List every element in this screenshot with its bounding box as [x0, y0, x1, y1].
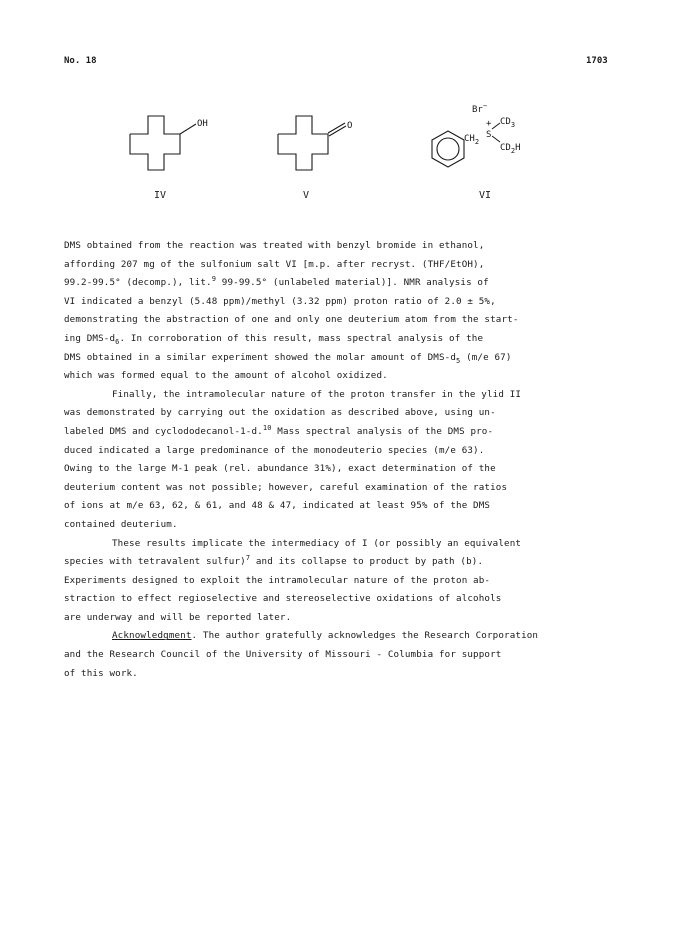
p3-line: These results implicate the intermediacy of I (or possibly an equivalent: [112, 537, 522, 549]
methylene-group: $CH_2$: [464, 134, 480, 146]
p3-line: Experiments designed to exploit the intramolecular nature of the proton ab-: [64, 574, 491, 586]
trideuteriomethyl-group: $CD_3$: [500, 117, 516, 129]
ring-skeleton: [130, 116, 180, 170]
carbonyl-oxygen: O: [347, 121, 353, 131]
p2-line: of ions at m/e 63, 62, & 61, and 48 & 47, indicated at least 95% of the DMS: [64, 500, 491, 512]
structure-iv-cyclododecanol: [120, 104, 230, 179]
p1-line: DMS obtained in a similar experiment showed the molar amount of DMS-$d_5$ (m/e 67): [64, 351, 512, 365]
structure-vi-sulfonium-salt: [412, 96, 572, 176]
s-cd3-bond: [492, 123, 500, 129]
p2-line: Finally, the intramolecular nature of the proton transfer in the ylid II: [112, 388, 522, 400]
structure-iv-label: IV: [154, 190, 167, 201]
hydroxyl-bond: [180, 124, 196, 134]
hydroxyl-group: OH: [197, 119, 208, 129]
article-body: [64, 237, 634, 683]
ack-line: of this work.: [64, 667, 138, 679]
journal-issue-number: No. 18: [64, 56, 97, 66]
sulfur-atom: S: [486, 130, 492, 140]
p2-line: labeled DMS and cyclododecanol-1-d.$^{10}$ Mass spectral analysis of the DMS pro-: [64, 423, 494, 437]
reference-superscript: 10: [262, 423, 272, 432]
structure-v-cyclododecanone: [268, 104, 378, 179]
reference-superscript: 7: [245, 554, 251, 563]
isotope-subscript: 5: [456, 356, 461, 365]
p1-line: DMS obtained from the reaction was treated with benzyl bromide in ethanol,: [64, 240, 485, 251]
structure-vi-label: VI: [479, 190, 492, 201]
p3-line: species with tetravalent sulfur)$^7$ and its collapse to product by path (b).: [64, 554, 484, 568]
p2-line: duced indicated a large predominance of the monodeuterio species (m/e 63).: [64, 444, 485, 456]
p1-line: which was formed equal to the amount of alcohol oxidized.: [64, 370, 388, 382]
p3-line: straction to effect regioselective and stereoselective oxidations of alcohols: [64, 593, 502, 605]
p2-line: Owing to the large M-1 peak (rel. abundance 31%), exact determination of the: [64, 463, 496, 475]
p1-line: demonstrating the abstraction of one and only one deuterium atom from the start-: [64, 314, 519, 326]
aromatic-circle: [437, 138, 459, 160]
page-number: 1703: [586, 56, 608, 66]
p1-line: VI indicated a benzyl (5.48 ppm)/methyl (3.32 ppm) proton ratio of 2.0 ± 5%,: [64, 295, 496, 307]
p2-line: was demonstrated by carrying out the oxidation as described above, using un-: [64, 407, 496, 419]
isotope-subscript: 6: [115, 337, 120, 346]
s-cd2h-bond: [492, 136, 500, 142]
ack-line: Acknowledgment. The author gratefully acknowledges the Research Corporation: [112, 630, 539, 642]
sulfonium-charge: +: [486, 119, 492, 129]
p3-line: are underway and will be reported later.: [64, 611, 292, 623]
reference-superscript: 9: [211, 275, 217, 284]
structure-v-label: V: [303, 190, 310, 201]
dideuteriomethyl-group: $CD_2H$: [500, 143, 521, 155]
p1-line: ing DMS-$d_6$. In corroboration of this result, mass spectral analysis of the: [64, 332, 484, 346]
acknowledgment-heading: Acknowledgment: [112, 630, 192, 642]
p2-line: contained deuterium.: [64, 518, 178, 530]
bromide-anion: Br−: [472, 102, 488, 115]
p2-line: deuterium content was not possible; however, careful examination of the ratios: [64, 481, 508, 493]
ack-line: and the Research Council of the University of Missouri - Columbia for support: [64, 649, 502, 661]
ring-skeleton: [278, 116, 328, 170]
p1-line: 99.2-99.5° (decomp.), lit.$^9$ 99-99.5° (unlabeled material)]. NMR analysis of: [64, 275, 489, 289]
p1-line: affording 207 mg of the sulfonium salt VI [m.p. after recryst. (THF/EtOH),: [64, 258, 485, 270]
